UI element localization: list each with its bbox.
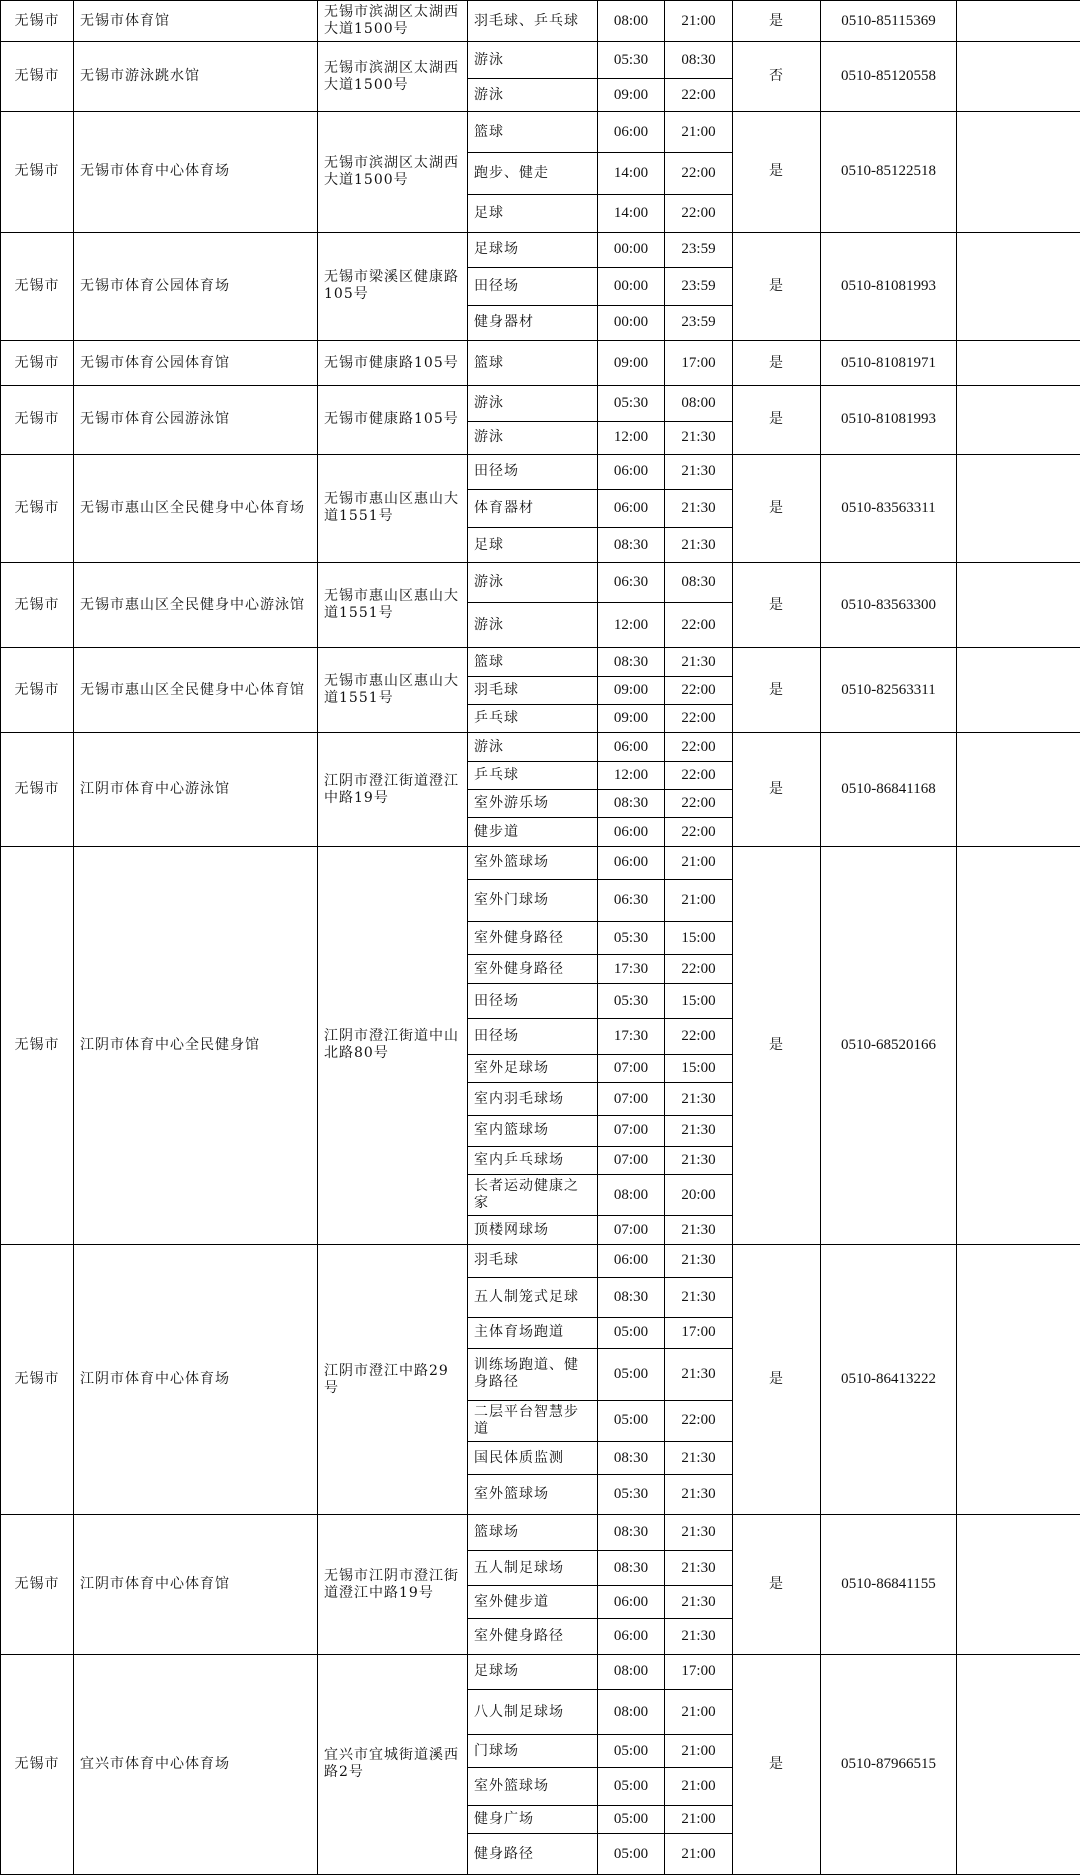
close-time-cell: 08:00 xyxy=(665,386,733,421)
city-cell: 无锡市 xyxy=(1,386,74,455)
free-open-cell: 是 xyxy=(733,563,821,648)
open-time-cell: 06:00 xyxy=(598,846,665,879)
sport-item-cell: 田径场 xyxy=(468,1019,598,1054)
close-time-cell: 21:00 xyxy=(665,1,733,42)
open-time-cell: 08:00 xyxy=(598,1654,665,1689)
venue-name-cell: 无锡市惠山区全民健身中心体育馆 xyxy=(74,648,318,733)
sport-item-cell: 篮球 xyxy=(468,112,598,153)
table-row xyxy=(1,42,1080,79)
close-time-cell: 21:00 xyxy=(665,1735,733,1768)
close-time-cell: 17:00 xyxy=(665,341,733,386)
open-time-cell: 05:30 xyxy=(598,1475,665,1515)
close-time-cell: 22:00 xyxy=(665,676,733,704)
open-time-cell: 05:30 xyxy=(598,386,665,421)
venue-name-cell: 江阴市体育中心体育馆 xyxy=(74,1515,318,1654)
address-cell: 无锡市惠山区惠山大道1551号 xyxy=(318,648,468,733)
sport-item-cell: 游泳 xyxy=(468,421,598,454)
close-time-cell: 21:30 xyxy=(665,648,733,676)
open-time-cell: 12:00 xyxy=(598,603,665,648)
open-time-cell: 05:00 xyxy=(598,1768,665,1806)
phone-cell: 0510-83563311 xyxy=(821,454,957,563)
close-time-cell: 22:00 xyxy=(665,1400,733,1441)
open-time-cell: 08:30 xyxy=(598,648,665,676)
venue-name-cell: 无锡市体育公园体育馆 xyxy=(74,341,318,386)
sport-item-cell: 顶楼网球场 xyxy=(468,1216,598,1244)
sport-item-cell: 室外篮球场 xyxy=(468,846,598,879)
note-cell xyxy=(957,42,1080,112)
phone-cell: 0510-82563311 xyxy=(821,648,957,733)
table-row xyxy=(1,648,1080,676)
city-cell: 无锡市 xyxy=(1,563,74,648)
city-cell: 无锡市 xyxy=(1,1244,74,1515)
phone-cell: 0510-86841168 xyxy=(821,733,957,846)
venue-name-cell: 无锡市惠山区全民健身中心游泳馆 xyxy=(74,563,318,648)
address-cell: 江阴市澄江中路29号 xyxy=(318,1244,468,1515)
sport-item-cell: 训练场跑道、健身路径 xyxy=(468,1348,598,1400)
phone-cell: 0510-85120558 xyxy=(821,42,957,112)
close-time-cell: 21:00 xyxy=(665,879,733,922)
open-time-cell: 06:00 xyxy=(598,112,665,153)
sport-item-cell: 足球 xyxy=(468,194,598,232)
free-open-cell: 是 xyxy=(733,1,821,42)
city-cell: 无锡市 xyxy=(1,1654,74,1874)
open-time-cell: 05:00 xyxy=(598,1834,665,1875)
note-cell xyxy=(957,846,1080,1244)
sport-item-cell: 室内乒乓球场 xyxy=(468,1146,598,1174)
table-row xyxy=(1,1654,1080,1689)
close-time-cell: 21:30 xyxy=(665,1348,733,1400)
sport-item-cell: 跑步、健走 xyxy=(468,153,598,194)
open-time-cell: 08:30 xyxy=(598,790,665,818)
open-time-cell: 05:00 xyxy=(598,1805,665,1833)
close-time-cell: 08:30 xyxy=(665,563,733,603)
open-time-cell: 06:00 xyxy=(598,1619,665,1654)
address-cell: 无锡市滨湖区太湖西大道1500号 xyxy=(318,42,468,112)
open-time-cell: 05:00 xyxy=(598,1735,665,1768)
table-row xyxy=(1,1515,1080,1550)
close-time-cell: 22:00 xyxy=(665,790,733,818)
table-row xyxy=(1,341,1080,386)
close-time-cell: 22:00 xyxy=(665,194,733,232)
close-time-cell: 22:00 xyxy=(665,733,733,761)
open-time-cell: 14:00 xyxy=(598,194,665,232)
sport-item-cell: 羽毛球 xyxy=(468,1244,598,1277)
note-cell xyxy=(957,733,1080,846)
open-time-cell: 08:00 xyxy=(598,1690,665,1735)
sport-item-cell: 室外游乐场 xyxy=(468,790,598,818)
sport-item-cell: 国民体质监测 xyxy=(468,1442,598,1475)
free-open-cell: 是 xyxy=(733,341,821,386)
table-row xyxy=(1,1244,1080,1277)
close-time-cell: 22:00 xyxy=(665,955,733,983)
city-cell: 无锡市 xyxy=(1,1,74,42)
note-cell xyxy=(957,1654,1080,1874)
sport-item-cell: 足球场 xyxy=(468,1654,598,1689)
sport-item-cell: 篮球 xyxy=(468,648,598,676)
close-time-cell: 22:00 xyxy=(665,1019,733,1054)
open-time-cell: 09:00 xyxy=(598,78,665,111)
close-time-cell: 21:00 xyxy=(665,1690,733,1735)
close-time-cell: 20:00 xyxy=(665,1175,733,1216)
venue-name-cell: 无锡市体育中心体育场 xyxy=(74,112,318,232)
sport-item-cell: 长者运动健康之家 xyxy=(468,1175,598,1216)
address-cell: 无锡市惠山区惠山大道1551号 xyxy=(318,563,468,648)
sport-item-cell: 乒乓球 xyxy=(468,705,598,733)
sport-item-cell: 游泳 xyxy=(468,563,598,603)
sport-item-cell: 室外足球场 xyxy=(468,1054,598,1082)
sport-item-cell: 室外健身路径 xyxy=(468,922,598,955)
open-time-cell: 05:30 xyxy=(598,983,665,1018)
open-time-cell: 06:00 xyxy=(598,1586,665,1619)
venue-name-cell: 无锡市体育馆 xyxy=(74,1,318,42)
close-time-cell: 22:00 xyxy=(665,603,733,648)
sport-item-cell: 五人制足球场 xyxy=(468,1550,598,1585)
note-cell xyxy=(957,112,1080,232)
address-cell: 无锡市健康路105号 xyxy=(318,386,468,455)
sport-item-cell: 田径场 xyxy=(468,983,598,1018)
table-row xyxy=(1,563,1080,603)
sport-item-cell: 游泳 xyxy=(468,386,598,421)
close-time-cell: 21:00 xyxy=(665,112,733,153)
close-time-cell: 22:00 xyxy=(665,78,733,111)
phone-cell: 0510-85122518 xyxy=(821,112,957,232)
sport-item-cell: 足球 xyxy=(468,527,598,562)
sport-item-cell: 室外篮球场 xyxy=(468,1475,598,1515)
open-time-cell: 07:00 xyxy=(598,1116,665,1147)
open-time-cell: 07:00 xyxy=(598,1083,665,1116)
table-row xyxy=(1,386,1080,421)
close-time-cell: 21:30 xyxy=(665,1244,733,1277)
close-time-cell: 21:30 xyxy=(665,421,733,454)
city-cell: 无锡市 xyxy=(1,454,74,563)
phone-cell: 0510-86841155 xyxy=(821,1515,957,1654)
close-time-cell: 22:00 xyxy=(665,705,733,733)
open-time-cell: 09:00 xyxy=(598,705,665,733)
sport-item-cell: 室外门球场 xyxy=(468,879,598,922)
phone-cell: 0510-87966515 xyxy=(821,1654,957,1874)
sport-item-cell: 五人制笼式足球 xyxy=(468,1277,598,1317)
open-time-cell: 09:00 xyxy=(598,341,665,386)
free-open-cell: 是 xyxy=(733,232,821,341)
sport-item-cell: 田径场 xyxy=(468,267,598,305)
venue-name-cell: 宜兴市体育中心体育场 xyxy=(74,1654,318,1874)
close-time-cell: 23:59 xyxy=(665,232,733,267)
sport-item-cell: 八人制足球场 xyxy=(468,1690,598,1735)
sport-item-cell: 室内羽毛球场 xyxy=(468,1083,598,1116)
address-cell: 无锡市惠山区惠山大道1551号 xyxy=(318,454,468,563)
open-time-cell: 09:00 xyxy=(598,676,665,704)
open-time-cell: 06:00 xyxy=(598,733,665,761)
venue-name-cell: 无锡市惠山区全民健身中心体育场 xyxy=(74,454,318,563)
close-time-cell: 08:30 xyxy=(665,42,733,79)
sport-item-cell: 体育器材 xyxy=(468,490,598,528)
close-time-cell: 21:30 xyxy=(665,1475,733,1515)
close-time-cell: 21:30 xyxy=(665,1515,733,1550)
open-time-cell: 07:00 xyxy=(598,1146,665,1174)
sport-item-cell: 羽毛球 xyxy=(468,676,598,704)
table-row xyxy=(1,232,1080,267)
venue-name-cell: 江阴市体育中心游泳馆 xyxy=(74,733,318,846)
phone-cell: 0510-81081993 xyxy=(821,386,957,455)
venue-name-cell: 无锡市体育公园体育场 xyxy=(74,232,318,341)
address-cell: 江阴市澄江街道中山北路80号 xyxy=(318,846,468,1244)
close-time-cell: 21:30 xyxy=(665,1586,733,1619)
sport-item-cell: 室内篮球场 xyxy=(468,1116,598,1147)
sport-item-cell: 室外健身路径 xyxy=(468,955,598,983)
free-open-cell: 是 xyxy=(733,846,821,1244)
sport-item-cell: 田径场 xyxy=(468,454,598,489)
table-row xyxy=(1,846,1080,879)
open-time-cell: 08:30 xyxy=(598,527,665,562)
sport-item-cell: 篮球场 xyxy=(468,1515,598,1550)
phone-cell: 0510-81081993 xyxy=(821,232,957,341)
close-time-cell: 21:30 xyxy=(665,1442,733,1475)
city-cell: 无锡市 xyxy=(1,648,74,733)
close-time-cell: 21:30 xyxy=(665,1216,733,1244)
sport-item-cell: 游泳 xyxy=(468,603,598,648)
open-time-cell: 05:00 xyxy=(598,1318,665,1349)
table-row xyxy=(1,112,1080,153)
free-open-cell: 否 xyxy=(733,42,821,112)
free-open-cell: 是 xyxy=(733,454,821,563)
sport-item-cell: 羽毛球、乒乓球 xyxy=(468,1,598,42)
phone-cell: 0510-68520166 xyxy=(821,846,957,1244)
note-cell xyxy=(957,341,1080,386)
close-time-cell: 21:00 xyxy=(665,1834,733,1875)
city-cell: 无锡市 xyxy=(1,341,74,386)
phone-cell: 0510-83563300 xyxy=(821,563,957,648)
close-time-cell: 21:30 xyxy=(665,490,733,528)
close-time-cell: 21:30 xyxy=(665,1619,733,1654)
sport-item-cell: 篮球 xyxy=(468,341,598,386)
free-open-cell: 是 xyxy=(733,1515,821,1654)
venue-name-cell: 无锡市体育公园游泳馆 xyxy=(74,386,318,455)
sport-item-cell: 乒乓球 xyxy=(468,761,598,789)
open-time-cell: 17:30 xyxy=(598,1019,665,1054)
city-cell: 无锡市 xyxy=(1,112,74,232)
close-time-cell: 21:30 xyxy=(665,1083,733,1116)
close-time-cell: 17:00 xyxy=(665,1654,733,1689)
open-time-cell: 05:00 xyxy=(598,1400,665,1441)
sport-item-cell: 游泳 xyxy=(468,78,598,111)
sport-item-cell: 健步道 xyxy=(468,818,598,846)
phone-cell: 0510-86413222 xyxy=(821,1244,957,1515)
address-cell: 无锡市梁溪区健康路105号 xyxy=(318,232,468,341)
sport-item-cell: 足球场 xyxy=(468,232,598,267)
open-time-cell: 06:00 xyxy=(598,454,665,489)
venue-name-cell: 江阴市体育中心全民健身馆 xyxy=(74,846,318,1244)
address-cell: 无锡市健康路105号 xyxy=(318,341,468,386)
close-time-cell: 21:30 xyxy=(665,454,733,489)
open-time-cell: 08:30 xyxy=(598,1277,665,1317)
note-cell xyxy=(957,386,1080,455)
note-cell xyxy=(957,454,1080,563)
open-time-cell: 08:00 xyxy=(598,1,665,42)
open-time-cell: 00:00 xyxy=(598,305,665,340)
open-time-cell: 08:30 xyxy=(598,1550,665,1585)
close-time-cell: 23:59 xyxy=(665,305,733,340)
close-time-cell: 21:30 xyxy=(665,1550,733,1585)
free-open-cell: 是 xyxy=(733,1654,821,1874)
open-time-cell: 17:30 xyxy=(598,955,665,983)
sport-item-cell: 健身器材 xyxy=(468,305,598,340)
sport-item-cell: 室外健身路径 xyxy=(468,1619,598,1654)
table-row xyxy=(1,733,1080,761)
close-time-cell: 21:00 xyxy=(665,1805,733,1833)
address-cell: 江阴市澄江街道澄江中路19号 xyxy=(318,733,468,846)
city-cell: 无锡市 xyxy=(1,232,74,341)
open-time-cell: 05:30 xyxy=(598,42,665,79)
close-time-cell: 17:00 xyxy=(665,1318,733,1349)
free-open-cell: 是 xyxy=(733,386,821,455)
close-time-cell: 21:00 xyxy=(665,846,733,879)
address-cell: 宜兴市宜城街道溪西路2号 xyxy=(318,1654,468,1874)
note-cell xyxy=(957,648,1080,733)
venue-name-cell: 无锡市游泳跳水馆 xyxy=(74,42,318,112)
close-time-cell: 22:00 xyxy=(665,761,733,789)
table-row xyxy=(1,1,1080,42)
sport-item-cell: 游泳 xyxy=(468,733,598,761)
close-time-cell: 21:30 xyxy=(665,1277,733,1317)
sport-item-cell: 主体育场跑道 xyxy=(468,1318,598,1349)
phone-cell: 0510-85115369 xyxy=(821,1,957,42)
open-time-cell: 00:00 xyxy=(598,232,665,267)
open-time-cell: 06:00 xyxy=(598,818,665,846)
open-time-cell: 07:00 xyxy=(598,1054,665,1082)
open-time-cell: 08:30 xyxy=(598,1515,665,1550)
open-time-cell: 14:00 xyxy=(598,153,665,194)
venue-name-cell: 江阴市体育中心体育场 xyxy=(74,1244,318,1515)
sport-item-cell: 二层平台智慧步道 xyxy=(468,1400,598,1441)
close-time-cell: 21:30 xyxy=(665,1116,733,1147)
open-time-cell: 12:00 xyxy=(598,761,665,789)
sport-item-cell: 游泳 xyxy=(468,42,598,79)
note-cell xyxy=(957,563,1080,648)
free-open-cell: 是 xyxy=(733,1244,821,1515)
open-time-cell: 00:00 xyxy=(598,267,665,305)
sport-item-cell: 室外健步道 xyxy=(468,1586,598,1619)
close-time-cell: 22:00 xyxy=(665,153,733,194)
open-time-cell: 05:00 xyxy=(598,1348,665,1400)
venue-table-body xyxy=(1,1,1080,1875)
address-cell: 无锡市滨湖区太湖西大道1500号 xyxy=(318,112,468,232)
note-cell xyxy=(957,1515,1080,1654)
close-time-cell: 15:00 xyxy=(665,1054,733,1082)
phone-cell: 0510-81081971 xyxy=(821,341,957,386)
open-time-cell: 08:30 xyxy=(598,1442,665,1475)
open-time-cell: 05:30 xyxy=(598,922,665,955)
open-time-cell: 06:30 xyxy=(598,879,665,922)
close-time-cell: 15:00 xyxy=(665,922,733,955)
sport-item-cell: 室外篮球场 xyxy=(468,1768,598,1806)
table-row xyxy=(1,454,1080,489)
open-time-cell: 06:00 xyxy=(598,490,665,528)
sport-item-cell: 门球场 xyxy=(468,1735,598,1768)
open-time-cell: 06:00 xyxy=(598,1244,665,1277)
sport-item-cell: 健身路径 xyxy=(468,1834,598,1875)
sport-item-cell: 健身广场 xyxy=(468,1805,598,1833)
city-cell: 无锡市 xyxy=(1,1515,74,1654)
note-cell xyxy=(957,232,1080,341)
address-cell: 无锡市江阴市澄江街道澄江中路19号 xyxy=(318,1515,468,1654)
open-time-cell: 06:30 xyxy=(598,563,665,603)
free-open-cell: 是 xyxy=(733,112,821,232)
close-time-cell: 21:00 xyxy=(665,1768,733,1806)
close-time-cell: 22:00 xyxy=(665,818,733,846)
open-time-cell: 07:00 xyxy=(598,1216,665,1244)
free-open-cell: 是 xyxy=(733,733,821,846)
city-cell: 无锡市 xyxy=(1,733,74,846)
city-cell: 无锡市 xyxy=(1,42,74,112)
note-cell xyxy=(957,1244,1080,1515)
close-time-cell: 21:30 xyxy=(665,1146,733,1174)
city-cell: 无锡市 xyxy=(1,846,74,1244)
note-cell xyxy=(957,1,1080,42)
close-time-cell: 21:30 xyxy=(665,527,733,562)
close-time-cell: 15:00 xyxy=(665,983,733,1018)
free-open-cell: 是 xyxy=(733,648,821,733)
open-time-cell: 12:00 xyxy=(598,421,665,454)
open-time-cell: 08:00 xyxy=(598,1175,665,1216)
address-cell: 无锡市滨湖区太湖西大道1500号 xyxy=(318,1,468,42)
close-time-cell: 23:59 xyxy=(665,267,733,305)
